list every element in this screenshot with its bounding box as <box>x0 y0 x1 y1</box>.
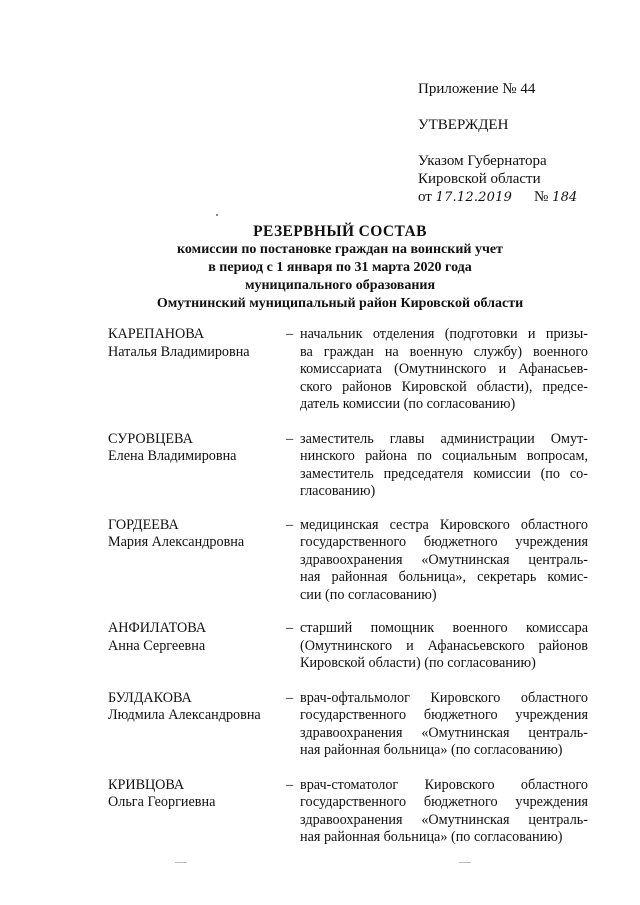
member-dash: – <box>286 516 294 533</box>
member-name <box>108 690 286 760</box>
decree-line-2: Кировской области <box>418 171 541 187</box>
role-line: нинского района по социальным вопросам, <box>300 448 588 464</box>
role-line: государственного бюджетного учреждения <box>300 794 588 810</box>
member-dash: – <box>286 430 294 447</box>
role-line: государственного бюджетного учреждения <box>300 707 588 723</box>
member-name <box>108 777 286 847</box>
member-name <box>108 517 286 605</box>
member-given-names: Ольга Георгиевна <box>108 794 216 810</box>
role-line: здравоохранения «Омутнинская централь- <box>300 811 588 828</box>
role-line: здравоохранения «Омутнинская централь- <box>300 551 588 568</box>
member-dash: – <box>286 620 294 636</box>
member-name <box>108 326 286 414</box>
member-dash: – <box>286 326 294 342</box>
handwritten-number: 184 <box>552 190 578 205</box>
member-dash: – <box>286 776 294 793</box>
member-given-names: Мария Александровна <box>108 534 245 550</box>
role-line: гласованию) <box>300 483 376 499</box>
role-line: (Омутнинского и Афанасьевского районов <box>300 637 588 654</box>
title-line-1: комиссии по постановке граждан на воинский учет <box>177 242 503 257</box>
role-line: ная районная больница» (по согласованию) <box>300 829 563 845</box>
title-line-4: Омутнинский муниципальный район Кировской области <box>156 296 524 311</box>
document-title <box>60 222 620 313</box>
member-given-names: Анна Сергеевна <box>108 637 206 654</box>
member-entry <box>108 517 588 605</box>
role-line: врач-стоматолог Кировского областного <box>300 776 588 793</box>
date-prefix: от <box>418 189 432 205</box>
member-role <box>300 777 588 847</box>
member-role <box>300 431 588 501</box>
role-line: старший помощник военного комиссара <box>300 620 588 636</box>
role-line: заместитель председателя комиссии (по со- <box>300 465 588 482</box>
role-line: врач-офтальмолог Кировского областного <box>300 689 588 706</box>
member-given-names: Наталья Владимировна <box>108 343 250 360</box>
member-surname: ГОРДЕЕВА <box>108 516 179 533</box>
member-name <box>108 431 286 501</box>
role-line: государственного бюджетного учреждения <box>300 534 588 550</box>
role-line: ского районов Кировской области), предсе- <box>300 378 588 395</box>
member-entry <box>108 326 588 414</box>
member-entry <box>108 431 588 501</box>
member-role <box>300 517 588 605</box>
member-surname: СУРОВЦЕВА <box>108 430 193 447</box>
title-heading: РЕЗЕРВНЫЙ СОСТАВ <box>253 223 427 240</box>
member-entry <box>108 777 588 847</box>
role-line: ная районная больница», секретарь комис- <box>300 569 588 585</box>
approval-block <box>418 80 618 207</box>
member-role <box>300 620 588 673</box>
member-surname: БУЛДАКОВА <box>108 689 192 706</box>
member-given-names: Людмила Александровна <box>108 707 261 723</box>
member-name <box>108 620 286 673</box>
decree-date-line <box>418 188 618 207</box>
role-line: комиссариата (Омутнинского и Афанасьев- <box>300 361 588 377</box>
stray-dot <box>216 214 218 216</box>
role-line: сии (по согласованию) <box>300 586 437 603</box>
decree-line-1: Указом Губернатора <box>418 153 547 169</box>
member-role <box>300 690 588 760</box>
role-line: Кировской области) (по согласованию) <box>300 655 536 671</box>
handwritten-date: 17.12.2019 <box>435 190 513 205</box>
role-line: ва граждан на военную службу) военного <box>300 343 588 360</box>
number-prefix: № <box>534 189 549 205</box>
scan-artifact-mark <box>459 862 471 863</box>
member-entry <box>108 620 588 673</box>
title-line-2: в период с 1 января по 31 марта 2020 года <box>208 260 472 275</box>
member-surname: КРИВЦОВА <box>108 776 185 793</box>
role-line: датель комиссии (по согласованию) <box>300 396 516 412</box>
member-entry <box>108 690 588 760</box>
member-surname: АНФИЛАТОВА <box>108 620 207 636</box>
role-line: медицинская сестра Кировского областного <box>300 516 588 533</box>
title-line-3: муниципального образования <box>244 278 436 293</box>
role-line: заместитель главы администрации Омут- <box>300 430 588 447</box>
member-given-names: Елена Владимировна <box>108 448 237 464</box>
member-surname: КАРЕПАНОВА <box>108 326 205 342</box>
approved-stamp-text: УТВЕРЖДЕН <box>418 117 509 133</box>
members-list <box>108 326 588 847</box>
member-role <box>300 326 588 414</box>
member-dash: – <box>286 689 294 706</box>
role-line: ная районная больница» (по согласованию) <box>300 742 563 758</box>
role-line: начальник отделения (подготовки и призы- <box>300 326 588 342</box>
scan-artifact-mark <box>175 862 187 863</box>
role-line: здравоохранения «Омутнинская централь- <box>300 724 588 741</box>
annex-number: Приложение № 44 <box>418 81 536 97</box>
